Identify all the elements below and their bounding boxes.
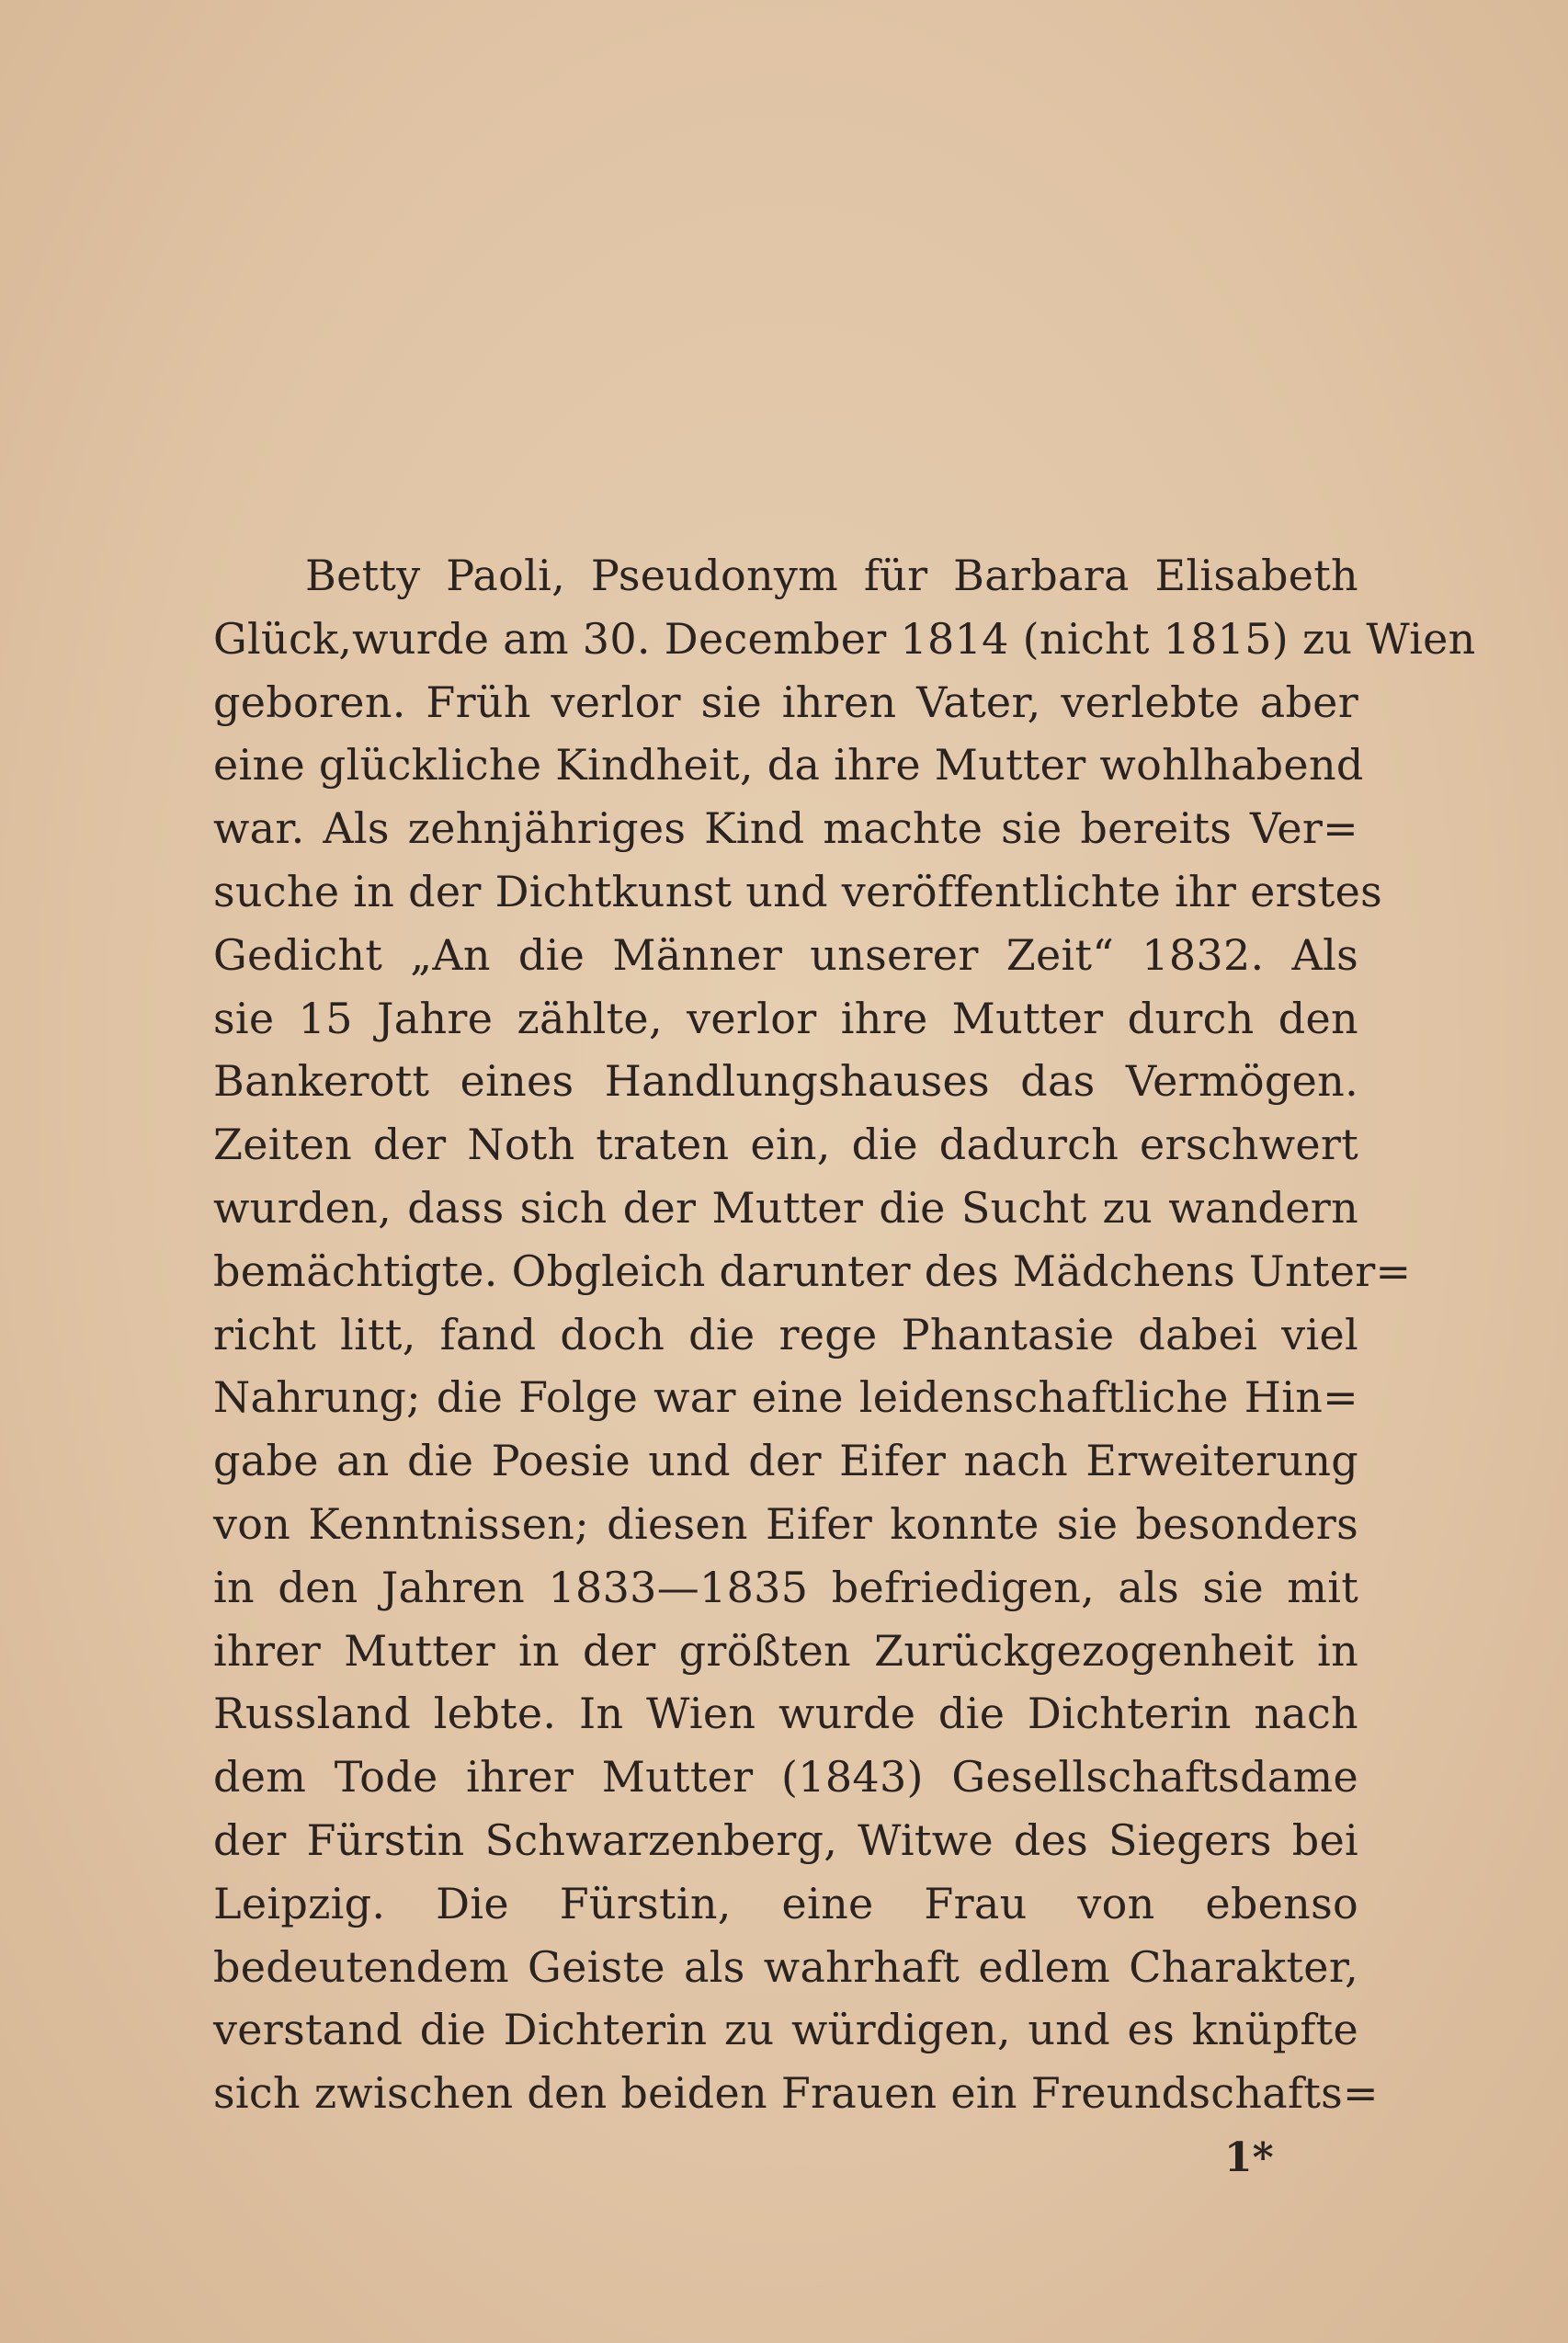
- text-line: suche in der Dichtkunst und veröffentlichte ihr erstes: [213, 866, 1383, 916]
- text-line: Gedicht „An die Männer unserer Zeit“ 1832. Als: [213, 929, 1358, 980]
- text-line: Bankerott eines Handlungshauses das Vermögen.: [213, 1056, 1358, 1107]
- text-line: in den Jahren 1833—1835 befriedigen, als sie mit: [213, 1562, 1358, 1612]
- text-line: war. Als zehnjähriges Kind machte sie bereits Ver=: [213, 803, 1358, 854]
- text-line: Leipzig. Die Fürstin, eine Frau von ebenso: [213, 1878, 1358, 1928]
- text-line: bemächtigte. Obgleich darunter des Mädchens Unter=: [213, 1245, 1412, 1296]
- body-text: [213, 544, 1476, 2125]
- text-line: ihrer Mutter in der größten Zurückgezogenheit in: [213, 1625, 1358, 1676]
- text-line: Zeiten der Noth traten ein, die dadurch erschwert: [213, 1120, 1358, 1170]
- text-line: verstand die Dichterin zu würdigen, und es knüpfte: [213, 2005, 1358, 2055]
- text-line: sich zwischen den beiden Frauen ein Freundschafts=: [213, 2068, 1379, 2119]
- text-line: bedeutendem Geiste als wahrhaft edlem Charakter,: [213, 1941, 1358, 1992]
- text-line: geboren. Früh verlor sie ihren Vater, verlebte aber: [213, 677, 1358, 727]
- text-line: gabe an die Poesie und der Eifer nach Erweiterung: [213, 1436, 1358, 1486]
- text-line: Nahrung; die Folge war eine leidenschaftliche Hin=: [213, 1372, 1358, 1423]
- text-line: wurden, dass sich der Mutter die Sucht zu wandern: [213, 1182, 1358, 1233]
- text-line: sie 15 Jahre zählte, verlor ihre Mutter durch den: [213, 993, 1358, 1043]
- text-line: dem Tode ihrer Mutter (1843) Gesellschaftsdame: [213, 1752, 1358, 1803]
- text-line: der Fürstin Schwarzenberg, Witwe des Siegers bei: [213, 1814, 1358, 1865]
- text-line: Russland lebte. In Wien wurde die Dichterin nach: [213, 1689, 1358, 1739]
- text-line: Betty Paoli, Pseudonym für Barbara Elisabeth: [305, 551, 1358, 600]
- text-line: von Kenntnissen; diesen Eifer konnte sie besonders: [213, 1498, 1358, 1549]
- text-line: Glück,wurde am 30. December 1814 (nicht 1815) zu Wien: [213, 613, 1476, 664]
- signature-mark: 1*: [1224, 2134, 1274, 2181]
- text-line: eine glückliche Kindheit, da ihre Mutter wohlhabend: [213, 740, 1364, 790]
- text-line: richt litt, fand doch die rege Phantasie dabei viel: [213, 1309, 1358, 1359]
